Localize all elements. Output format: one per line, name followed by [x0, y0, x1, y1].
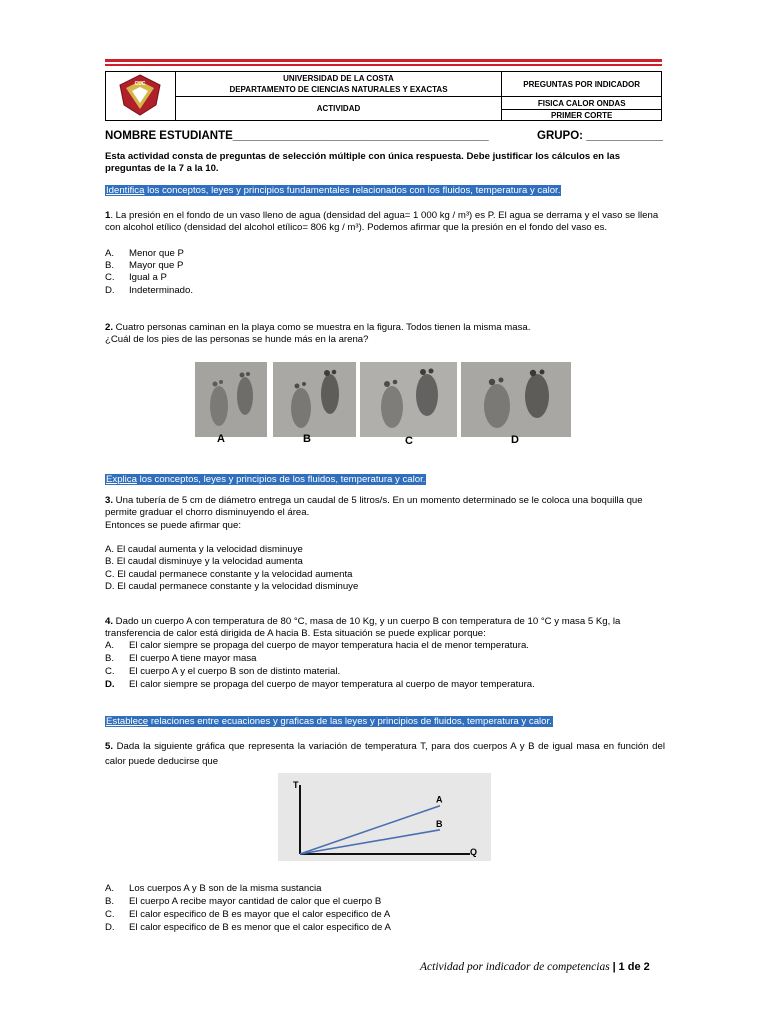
section-heading-3: Establece relaciones entre ecuaciones y graficas de las leyes y principios de fluidos, temperatura y calor.: [106, 716, 552, 727]
subject-cell: [502, 97, 662, 110]
q4-option[interactable]: D. El calor siempre se propaga del cuerpo de mayor temperatura al cuerpo de mayor temperatura.: [105, 679, 535, 690]
footprint-label-d: D: [511, 434, 519, 446]
indicator-label: PREGUNTAS POR INDICADOR: [523, 79, 641, 89]
question-5: [105, 739, 665, 769]
footprint-label-b: B: [303, 433, 311, 445]
q3-option[interactable]: D. El caudal permanece constante y la velocidad disminuye: [105, 581, 359, 592]
section-heading-1: Identifica los conceptos, leyes y principios fundamentales relacionados con los fluidos, temperatura y calor.: [106, 185, 561, 196]
question-1-text: . La presión en el fondo de un vaso lleno de agua (densidad del agua= 1 000 kg / m³) es P. El agua se derrama y el vaso se llena con alcohol etílico (densidad del alcohol etílico= 806 kg / m³). Podemos afirmar que la presión en el fondo del vaso es.: [105, 210, 659, 234]
student-name-field[interactable]: ________________________________________: [232, 130, 489, 142]
activity-label: ACTIVIDAD: [316, 104, 361, 113]
footer-separator: |: [612, 961, 616, 973]
question-3-text: Una tubería de 5 cm de diámetro entrega un caudal de 5 litros/s. En un momento determinado se le coloca una boquilla que permite graduar el chorro disminuyendo el área.: [105, 495, 643, 519]
student-name-line: [105, 130, 489, 142]
series-label-b: B: [436, 818, 443, 829]
term-label: PRIMER CORTE: [551, 110, 613, 120]
q3-option[interactable]: A. El caudal aumenta y la velocidad disminuye: [105, 544, 303, 555]
indicator-cell: [502, 72, 662, 97]
header-table: [105, 71, 662, 121]
q3-option[interactable]: C. El caudal permanece constante y la velocidad aumenta: [105, 569, 353, 580]
question-3-text-2: Entonces se puede afirmar que:: [105, 519, 241, 531]
q1-option[interactable]: B. Mayor que P: [105, 260, 184, 271]
university-name: UNIVERSIDAD DE LA COSTA: [283, 74, 394, 83]
q1-option[interactable]: A. Menor que P: [105, 248, 184, 259]
x-axis-label: Q: [470, 847, 478, 857]
question-3: [105, 495, 665, 532]
footprint-image-c: [360, 362, 457, 437]
question-2: [105, 322, 665, 347]
q4-option[interactable]: B. El cuerpo A tiene mayor masa: [105, 653, 257, 664]
question-4-number: 4.: [105, 616, 114, 627]
q3-option[interactable]: B. El caudal disminuye y la velocidad aumenta: [105, 556, 303, 567]
y-axis-label: T: [293, 780, 299, 790]
question-1-number: 1: [105, 210, 111, 221]
question-3-number: 3.: [105, 495, 114, 506]
term-cell: [502, 110, 662, 121]
student-name-label: NOMBRE ESTUDIANTE: [105, 130, 233, 142]
footprint-label-c: C: [405, 435, 413, 447]
footprint-label-a: A: [217, 433, 225, 445]
question-2-number: 2.: [105, 322, 114, 333]
question-2-text: Cuatro personas caminan en la playa como se muestra en la figura. Todos tienen la misma masa.: [113, 322, 531, 333]
q5-option[interactable]: A. Los cuerpos A y B son de la misma sustancia: [105, 883, 322, 894]
activity-cell: [175, 97, 502, 121]
series-label-a: A: [436, 794, 443, 805]
page-number: 1 de 2: [618, 961, 650, 973]
question-4: [105, 616, 665, 641]
footprint-image-d: [461, 362, 571, 437]
chart-background: [278, 773, 491, 861]
section-heading-2: Explica los conceptos, leyes y principios de los fluidos, temperatura y calor.: [106, 474, 426, 485]
q1-option[interactable]: D. Indeterminado.: [105, 285, 193, 296]
q5-option[interactable]: B. El cuerpo A recibe mayor cantidad de calor que el cuerpo B: [105, 896, 382, 907]
logo-cell: [106, 72, 176, 121]
department-name: DEPARTAMENTO DE CIENCIAS NATURALES Y EXACTAS: [229, 85, 448, 94]
question-1: [105, 210, 665, 235]
q4-option[interactable]: A. El calor siempre se propaga del cuerpo de mayor temperatura hacia el de menor temperatura.: [105, 640, 529, 651]
instructions: Esta actividad consta de preguntas de selección múltiple con única respuesta. Debe justificar los cálculos en las preguntas de la 7 a la 10.: [105, 151, 621, 175]
institution-cell: [175, 72, 502, 97]
subject-label: FISICA CALOR ONDAS: [537, 98, 626, 108]
question-5-text: Dada la siguiente gráfica que representa la variación de temperatura T, para dos cuerpos A y B de igual masa en función del calor puede deducirse que: [105, 741, 665, 767]
footprint-image-b: [273, 362, 356, 437]
university-logo: [116, 73, 164, 117]
temperature-heat-chart: [278, 773, 491, 861]
q1-option[interactable]: C. Igual a P: [105, 272, 167, 283]
header-rule-top: [105, 59, 662, 62]
footer-text: Actividad por indicador de competencias: [420, 961, 610, 973]
group-line: [537, 130, 663, 142]
question-2-question: ¿Cuál de los pies de las personas se hunde más en la arena?: [105, 334, 369, 346]
question-4-text: Dado un cuerpo A con temperatura de 80 °C, masa de 10 Kg, y un cuerpo B con temperatura de 10 °C y masa 5 Kg, la transferencia de calor está dirigida de A hacia B. Esta situación se puede explicar porque:: [105, 616, 621, 640]
group-field[interactable]: ____________: [586, 130, 663, 142]
group-label: GRUPO:: [537, 130, 583, 142]
q4-option[interactable]: C. El cuerpo A y el cuerpo B son de distinto material.: [105, 666, 341, 677]
header-rule-bottom: [105, 64, 662, 66]
footprint-image-a: [195, 362, 267, 437]
q5-option[interactable]: C. El calor especifico de B es mayor que el calor especifico de A: [105, 909, 391, 920]
page-footer: [420, 961, 650, 973]
question-5-number: 5.: [105, 741, 114, 752]
q5-option[interactable]: D. El calor especifico de B es menor que el calor especifico de A: [105, 922, 391, 933]
svg-text:CUC: CUC: [134, 81, 146, 87]
